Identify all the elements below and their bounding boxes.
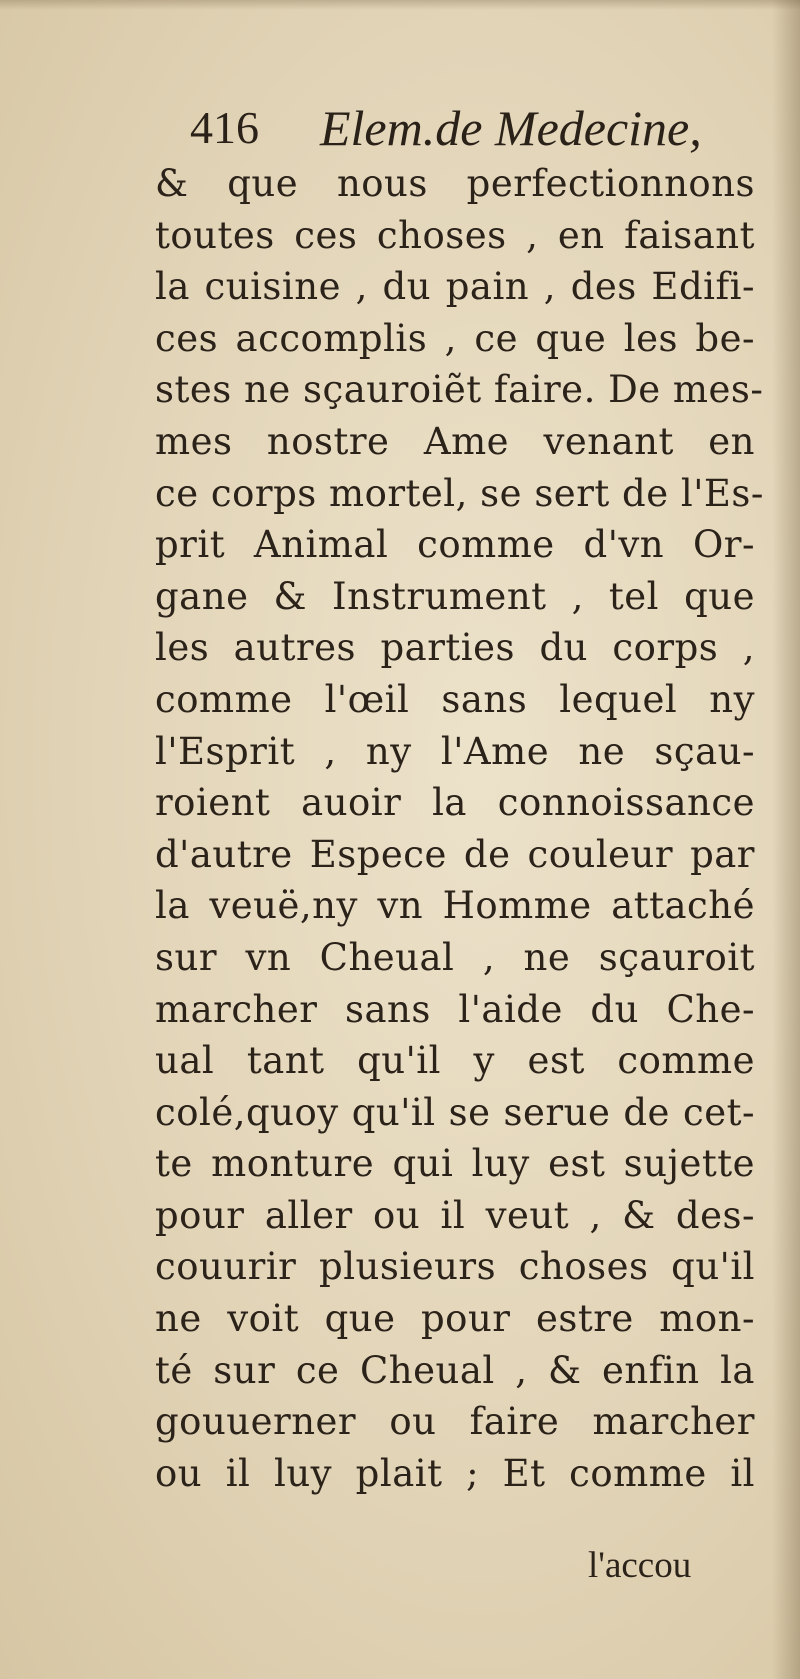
text-line: ce corps mortel, se sert de l'Es- (155, 471, 764, 515)
text-line: ual tant qu'il y est comme (155, 1039, 755, 1083)
text-line: marcher sans l'aide du Che- (155, 987, 755, 1031)
text-line: la cuisine , du pain , des Edifi- (155, 265, 755, 309)
text-line: & que nous perfectionnons (155, 162, 755, 205)
page-gutter-shadow (772, 0, 800, 1679)
text-line: gouuerner ou faire marcher (155, 1400, 755, 1444)
text-line: ne voit que pour estre mon- (155, 1297, 755, 1341)
text-line: ou il luy plait ; Et comme il (155, 1451, 755, 1495)
text-line: colé,quoy qu'il se serue de cet- (155, 1090, 755, 1134)
text-line: ces accomplis , ce que les be- (155, 316, 755, 360)
text-line: te monture qui luy est sujette (155, 1142, 755, 1186)
running-header (190, 98, 750, 158)
text-line: comme l'œil sans lequel ny (155, 677, 755, 721)
text-line: stes ne sçauroiẽt faire. De mes- (155, 368, 764, 412)
body-text (155, 158, 764, 1499)
text-line: les autres parties du corps , (155, 626, 755, 670)
text-line: couurir plusieurs choses qu'il (155, 1245, 755, 1289)
text-line: mes nostre Ame venant en (155, 419, 755, 463)
text-line: roient auoir la connoissance (155, 781, 755, 825)
text-line: té sur ce Cheual , & enfin la (155, 1348, 755, 1392)
text-line: prit Animal comme d'vn Or- (155, 523, 755, 567)
text-line: l'Esprit , ny l'Ame ne sçau- (155, 729, 755, 773)
catchword: l'accou (588, 1545, 692, 1586)
text-line: sur vn Cheual , ne sçauroit (155, 935, 755, 979)
text-line: toutes ces choses , en faisant (155, 213, 755, 257)
page-number: 416 (190, 102, 259, 153)
text-line: gane & Instrument , tel que (155, 574, 755, 618)
running-title: Elem.de Medecine, (320, 100, 702, 156)
text-line: d'autre Espece de couleur par (155, 832, 755, 876)
text-line: pour aller ou il veut , & des- (155, 1193, 755, 1237)
page-top-edge (0, 0, 800, 10)
text-line: la veuë,ny vn Homme attaché (155, 884, 755, 928)
